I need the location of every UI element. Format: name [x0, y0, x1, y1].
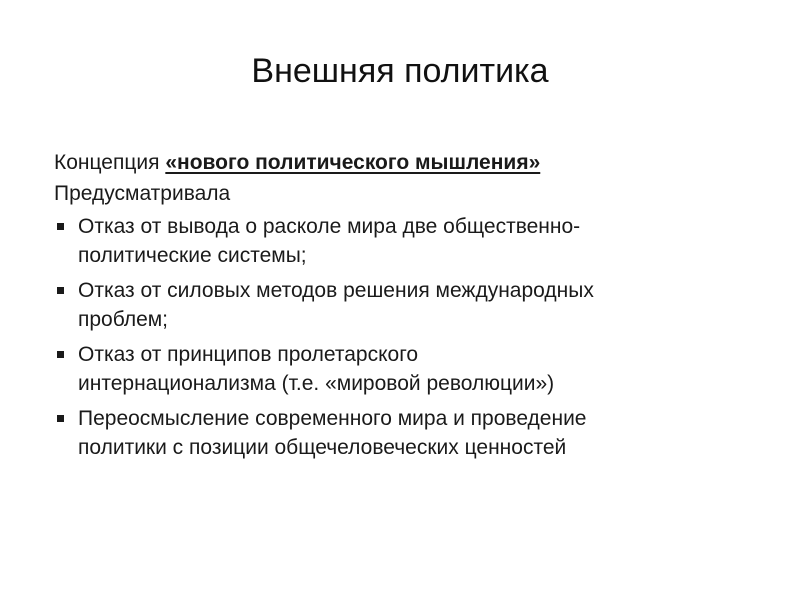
square-bullet-icon [57, 287, 64, 294]
list-item-line: Переосмысление современного мира и проведение [78, 407, 587, 430]
list-item-line: политики с позиции общечеловеческих ценностей [78, 436, 567, 459]
concept-name: «нового политического мышления» [165, 151, 541, 174]
subheading: Предусматривала [54, 182, 231, 205]
bullet-list [54, 212, 754, 462]
square-bullet-icon [57, 351, 64, 358]
list-item-line: Отказ от принципов пролетарского [78, 343, 419, 366]
list-item [54, 212, 754, 270]
slide-content [54, 148, 754, 468]
square-bullet-icon [57, 415, 64, 422]
list-item-line: политические системы; [78, 244, 307, 267]
list-item [54, 276, 754, 334]
slide-title: Внешняя политика [251, 52, 549, 90]
intro-lead: Концепция [54, 151, 160, 174]
list-item-line: Отказ от вывода о расколе мира две общественно- [78, 215, 581, 238]
intro-line [54, 148, 754, 177]
list-item [54, 340, 754, 398]
list-item-line: Отказ от силовых методов решения международных [78, 279, 594, 302]
list-item [54, 404, 754, 462]
list-item-line: проблем; [78, 308, 169, 331]
square-bullet-icon [57, 223, 64, 230]
list-item-line: интернационализма (т.е. «мировой революции») [78, 372, 555, 395]
